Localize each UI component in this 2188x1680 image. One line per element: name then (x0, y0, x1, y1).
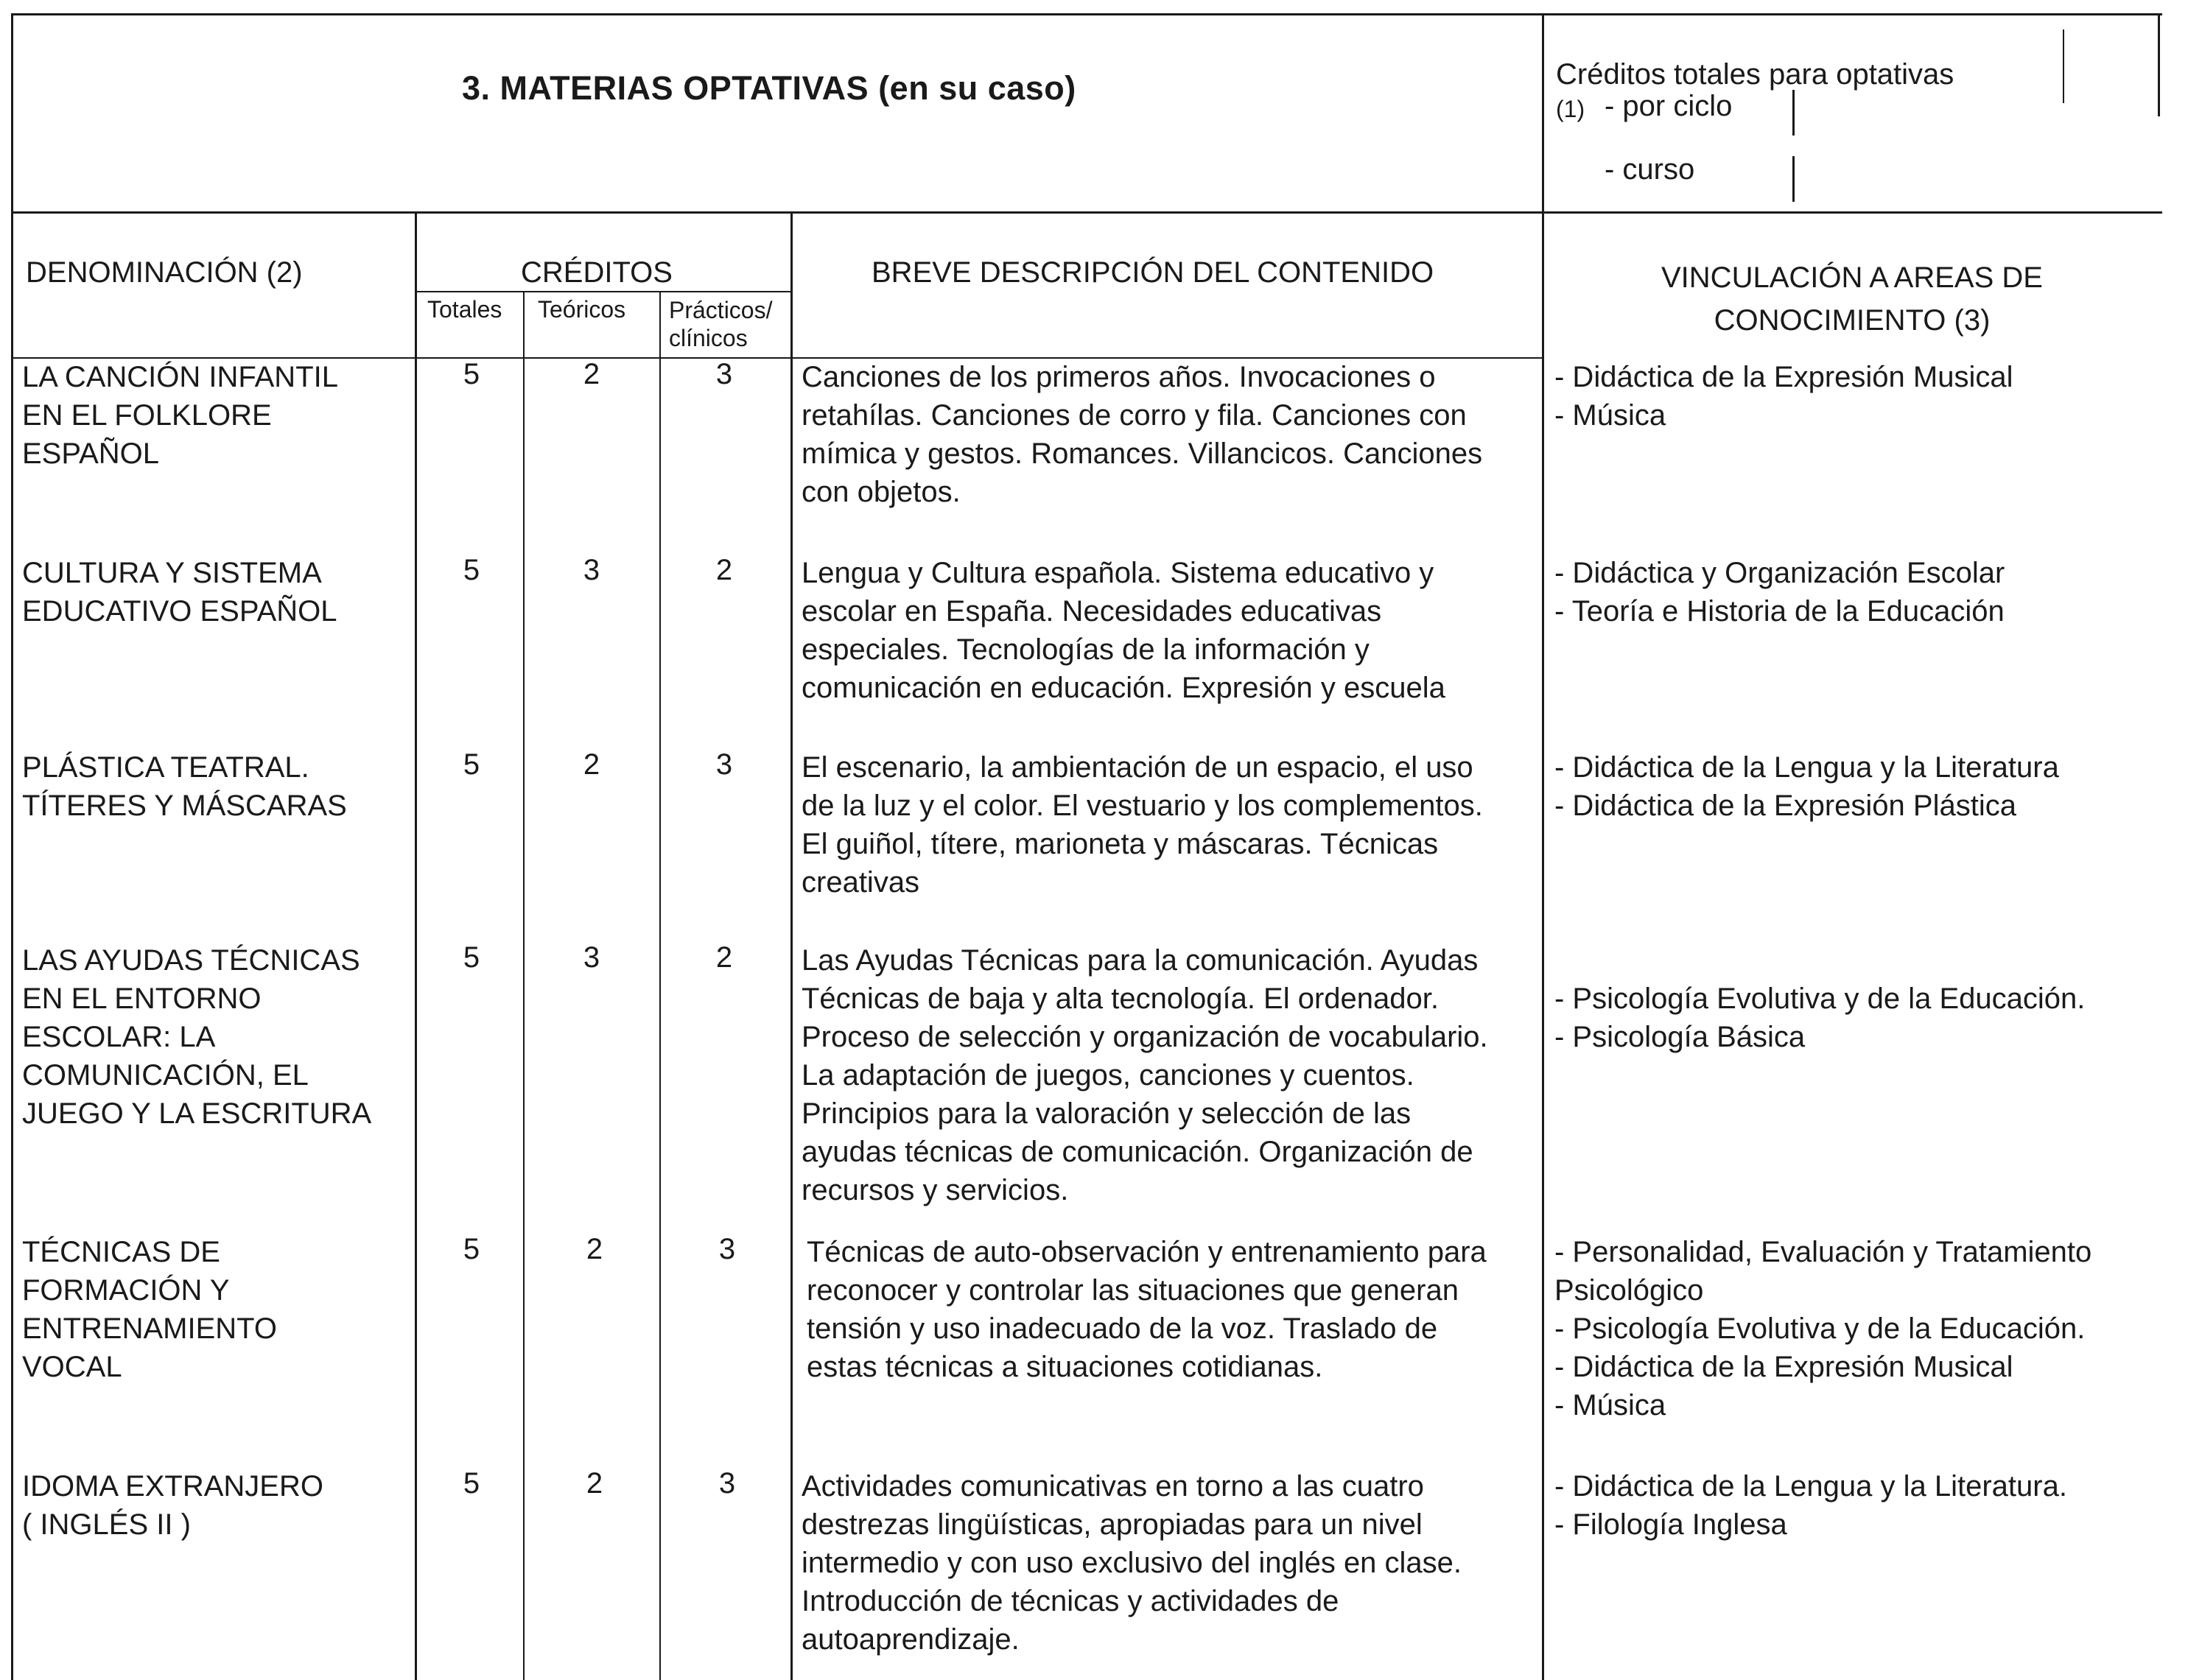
row-4-teoricos: 3 (583, 941, 600, 974)
table-top-border (11, 13, 2162, 15)
credits-total-text: Créditos totales para optativas (1556, 58, 1954, 91)
row-6-teoricos: 2 (586, 1467, 603, 1500)
table-right-border (2158, 13, 2160, 116)
row-3-areas: - Didáctica de la Lengua y la Literatura - Didáctica de la Expresión Plástica (1554, 751, 2059, 822)
row-3-practicos: 3 (715, 748, 733, 781)
column-header-description: BREVE DESCRIPCIÓN DEL CONTENIDO (872, 256, 1434, 289)
row-5-totales: 5 (463, 1233, 480, 1265)
row-2-name: CULTURA Y SISTEMA EDUCATIVO ESPAÑOL (22, 557, 337, 628)
row-6-description: Actividades comunicativas en torno a las cuatro destrezas lingüísticas, apropiadas para un nivel intermedio y con uso exclusivo del inglés en clase. Introducción de técnicas y actividades de autoaprendizaje. (802, 1470, 1462, 1656)
column-header-practical: Prácticos/ clínicos (669, 297, 773, 351)
row-3-teoricos: 2 (583, 748, 600, 781)
column-header-totals: Totales (427, 296, 502, 323)
credits-divider (790, 211, 793, 1680)
row-3-description: El escenario, la ambientación de un espacio, el uso de la luz y el color. El vestuario y los complementos. El guiñol, títere, marioneta y máscaras. Técnicas creativas (802, 751, 1483, 899)
column-header-areas: VINCULACIÓN A AREAS DE CONOCIMIENTO (3) (1661, 261, 2043, 337)
row-4-practicos: 2 (715, 941, 733, 974)
row-2-description: Lengua y Cultura española. Sistema educativo y escolar en España. Necesidades educativas especiales. Tecnologías de la información y comunicación en educación. Expresión y escuela (802, 557, 1445, 704)
row-1-teoricos: 2 (583, 358, 600, 390)
per-cycle-label: - por ciclo (1605, 90, 1733, 122)
per-course-box (1792, 156, 1795, 202)
row-5-areas: - Personalidad, Evaluación y Tratamiento Psicológico - Psicología Evolutiva y de la Educación. - Didáctica de la Expresión Musical - Música (1554, 1236, 2092, 1421)
credits-subheader-line (415, 291, 790, 292)
row-5-name: TÉCNICAS DE FORMACIÓN Y ENTRENAMIENTO VOCAL (22, 1236, 277, 1383)
theoretical-divider (659, 291, 661, 1680)
row-2-totales: 5 (463, 554, 480, 586)
header-right-divider (1542, 13, 1544, 1680)
row-1-name: LA CANCIÓN INFANTIL EN EL FOLKLORE ESPAÑOL (22, 361, 338, 470)
row-6-name: IDOMA EXTRANJERO ( INGLÉS II ) (22, 1470, 323, 1541)
credits-total-note: (1) (1556, 96, 1585, 122)
column-header-theoretical: Teóricos (538, 296, 626, 323)
row-6-totales: 5 (463, 1467, 480, 1500)
row-6-practicos: 3 (718, 1467, 736, 1500)
row-1-areas: - Didáctica de la Expresión Musical - Música (1554, 361, 2013, 432)
row-2-teoricos: 3 (583, 554, 600, 586)
credits-box-right (2063, 29, 2064, 103)
row-1-description: Canciones de los primeros años. Invocaciones o retahílas. Canciones de corro y fila. Canciones con mímica y gestos. Romances. Villancicos. Canciones con objetos. (802, 361, 1483, 508)
row-4-totales: 5 (463, 941, 480, 974)
header-bottom-border (11, 211, 2162, 214)
row-6-areas: - Didáctica de la Lengua y la Literatura. - Filología Inglesa (1554, 1470, 2067, 1541)
row-1-practicos: 3 (715, 358, 733, 390)
page-title: 3. MATERIAS OPTATIVAS (en su caso) (462, 69, 1076, 107)
per-course-label: - curso (1605, 153, 1695, 186)
row-2-areas: - Didáctica y Organización Escolar - Teoría e Historia de la Educación (1554, 557, 2005, 628)
row-5-practicos: 3 (718, 1233, 736, 1265)
row-5-description: Técnicas de auto-observación y entrenamiento para reconocer y controlar las situaciones que generan tensión y uso inadecuado de la voz. Traslado de estas técnicas a situaciones cotidianas. (807, 1236, 1487, 1383)
row-4-description: Las Ayudas Técnicas para la comunicación. Ayudas Técnicas de baja y alta tecnología. El ordenador. Proceso de selección y organización de vocabulario. La adaptación de juegos, canciones y cuentos. Principios para la valoración y selección de las ayudas técnicas de comunicación. Organización de recursos y servicios. (802, 944, 1488, 1206)
row-2-practicos: 2 (715, 554, 733, 586)
row-3-totales: 5 (463, 748, 480, 781)
table-left-border (11, 13, 13, 1680)
row-5-teoricos: 2 (586, 1233, 603, 1265)
row-4-name: LAS AYUDAS TÉCNICAS EN EL ENTORNO ESCOLAR: LA COMUNICACIÓN, EL JUEGO Y LA ESCRITURA (22, 944, 372, 1130)
per-cycle-box (1792, 90, 1795, 136)
column-header-denomination: DENOMINACIÓN (2) (26, 256, 303, 289)
row-3-name: PLÁSTICA TEATRAL. TÍTERES Y MÁSCARAS (22, 751, 347, 822)
row-4-areas: - Psicología Evolutiva y de la Educación. - Psicología Básica (1554, 983, 2086, 1053)
row-1-totales: 5 (463, 358, 480, 390)
column-header-credits: CRÉDITOS (521, 256, 673, 289)
